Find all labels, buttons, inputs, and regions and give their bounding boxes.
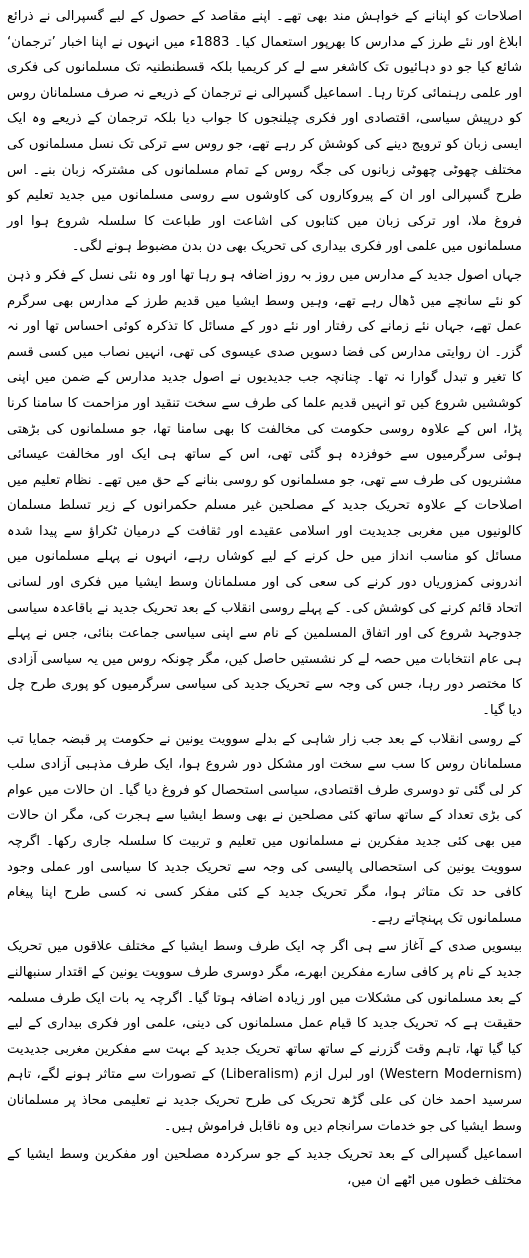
paragraph-5: اسماعیل گسپرالی کے بعد تحریک جدید کے جو سرکردہ مصلحین اور مفکرین وسط ایشیا کے مختلف خطوں میں اٹھے ان میں، — [7, 1147, 522, 1188]
article-body — [7, 4, 522, 1193]
paragraph-2: جہاں اصول جدید کے مدارس میں روز بہ روز اضافہ ہو رہا تھا اور وہ نئی نسل کے فکر و ذہن کو نئے سانچے میں ڈھال رہے تھے، وہیں وسط ایشیا میں قدیم طرز کے مدارس بھی سرگرم عمل تھے، جہاں نئے زمانے کی رفتار اور نئے دور کے مسائل کا تذکرہ کوئی احساس تھا اور نہ گزر۔ ان روایتی مدارس کی فضا دسویں صدی عیسوی کی تھی، انہیں نصاب میں کسی قسم کا تغیر و تبدل گوارا نہ تھا۔ چنانچہ جب جدیدیوں نے اصول جدید مدارس کے ضمن میں اپنی کوششیں شروع کیں تو انہیں قدیم علما کی طرف سے سخت تنقید اور مزاحمت کا سامنا کرنا پڑا، اس کے علاوہ روسی حکومت کی مخالفت کا بھی سامنا تھا، جو مسلمانوں کی بڑھتی ہوئی سرگرمیوں سے خوفزدہ ہو گئی تھی، اس کے ساتھ ہی ایک اور مخالفت عیسائی مشنریوں کی طرف سے تھی، جو مسلمانوں کو روسی بنانے کے حق میں تھے۔ نظام تعلیم میں اصلاحات کے علاوہ تحریک جدید کے مصلحین غیر مسلم حکمرانوں کے زیر تسلط مسلمان کالونیوں میں مغربی جدیدیت اور اسلامی عقیدے اور ثقافت کے درمیان ٹکراؤ سے پیدا شدہ مسائل کو مناسب انداز میں حل کرنے کے لیے کوشاں رہے، انہوں نے پہلے مسلمانوں میں اندرونی کمزوریاں دور کرنے کی سعی کی اور مسلمانان وسط ایشیا میں فکری اور لسانی اتحاد قائم کرنے کی کوشش کی۔ کے پہلے روسی انقلاب کے بعد تحریک جدید نے باقاعدہ سیاسی جدوجہد شروع کی اور اتفاق المسلمین کے نام سے اپنی سیاسی جماعت بنائی، جس نے پہلے ہی عام انتخابات میں حصہ لے کر نشستیں حاصل کیں، مگر چونکہ روس میں یہ سیاسی آزادی کا مختصر دور رہا، جس کی وجہ سے تحریک جدید کی سیاسی سرگرمیوں کو پوری طرح چل دیا گیا۔ — [7, 267, 522, 719]
paragraph-3: کے روسی انقلاب کے بعد جب زار شاہی کے بدلے سوویت یونین نے حکومت پر قبضہ جمایا تب مسلمانان روس کا سب سے سخت اور مشکل دور شروع ہوا، ایک طرف مذہبی آزادی سلب کر لی گئی تو دوسری طرف اقتصادی، سیاسی استحصال کو فروغ دیا گیا۔ ان حالات میں عوام کی بڑی تعداد کے ساتھ ساتھ کئی مصلحین نے بھی وسط ایشیا سے ہجرت کی، مگر ان حالات میں بھی کئی جدید مفکرین نے مسلمانوں میں تعلیم و تربیت کا سلسلہ جاری رکھا۔ اگرچہ سوویت یونین کی استحصالی پالیسی کی وجہ سے تحریک جدید کا سیاسی اور عملی وجود کافی حد تک متاثر ہوا، مگر تحریک جدید کے کئی مفکر کسی نہ کسی طرح اپنا پیغام مسلمانوں تک پہنچاتے رہے۔ — [7, 731, 522, 926]
paragraph-4: بیسویں صدی کے آغاز سے ہی اگر چہ ایک طرف وسط ایشیا کے مختلف علاقوں میں تحریک جدید کے نام پر کافی سارے مفکرین ابھرے، مگر دوسری طرف سوویت یونین کے اقتدار سنبھالنے کے بعد مسلمانوں کی مشکلات میں اور زیادہ اضافہ ہوتا گیا۔ اگرچہ یہ بات ایک طرف مسلمہ حقیقت ہے کہ تحریک جدید کا قیام عمل مسلمانوں کی دینی، علمی اور فکری بیداری کے لیے کیا گیا تھا، تاہم وقت گزرنے کے ساتھ ساتھ تحریک جدید کے بہت سے مفکرین مغربی جدیدیت (Western Modernism) اور لبرل ازم (Liberalism) کے تصورات سے متاثر ہونے لگے، تاہم سرسید احمد خان کی علی گڑھ تحریک کی طرح تحریک جدید نے تعلیمی محاذ پر مسلمانان وسط ایشیا کی جو خدمات سرانجام دیں وہ ناقابل فراموش ہیں۔ — [7, 939, 522, 1134]
paragraph-1: اصلاحات کو اپنانے کے خواہش مند بھی تھے۔ اپنے مقاصد کے حصول کے لیے گسپرالی نے ذرائع ابلاغ اور نئے طرز کے مدارس کا بھرپور استعمال کیا۔ 1883ء میں انہوں نے اپنا اخبار ’ترجمان‘ شائع کیا جو دو دہائیوں تک کاشغر سے لے کر کریمیا بلکہ قسطنطنیہ تک مسلمانوں کی فکری اور علمی رہنمائی کرتا رہا۔ اسماعیل گسپرالی نے ترجمان کے ذریعے نہ صرف مسلمانان روس کو درپیش سیاسی، اقتصادی اور فکری چیلنجوں کا جواب دیا بلکہ ترجمان کے ذریعے وہ ایک ایسی زبان کو ترویج دینے کی کوشش کر رہے تھے، جو روس سے ترکی تک نسل مسلمانوں کی مختلف چھوٹی چھوٹی زبانوں کی جگہ روس کے تمام مسلمانوں کی مشترکہ زبان بنے۔ اس طرح گسپرالی اور ان کے پیروکاروں کی کاوشوں سے روسی مسلمانوں میں جدید تعلیم کو فروغ ملا، اور ترکی زبان میں کتابوں کی اشاعت اور طباعت کا سلسلہ شروع ہوا اور مسلمانوں میں علمی اور فکری بیداری کی تحریک بھی دن بدن مضبوط ہونے لگی۔ — [7, 9, 522, 255]
